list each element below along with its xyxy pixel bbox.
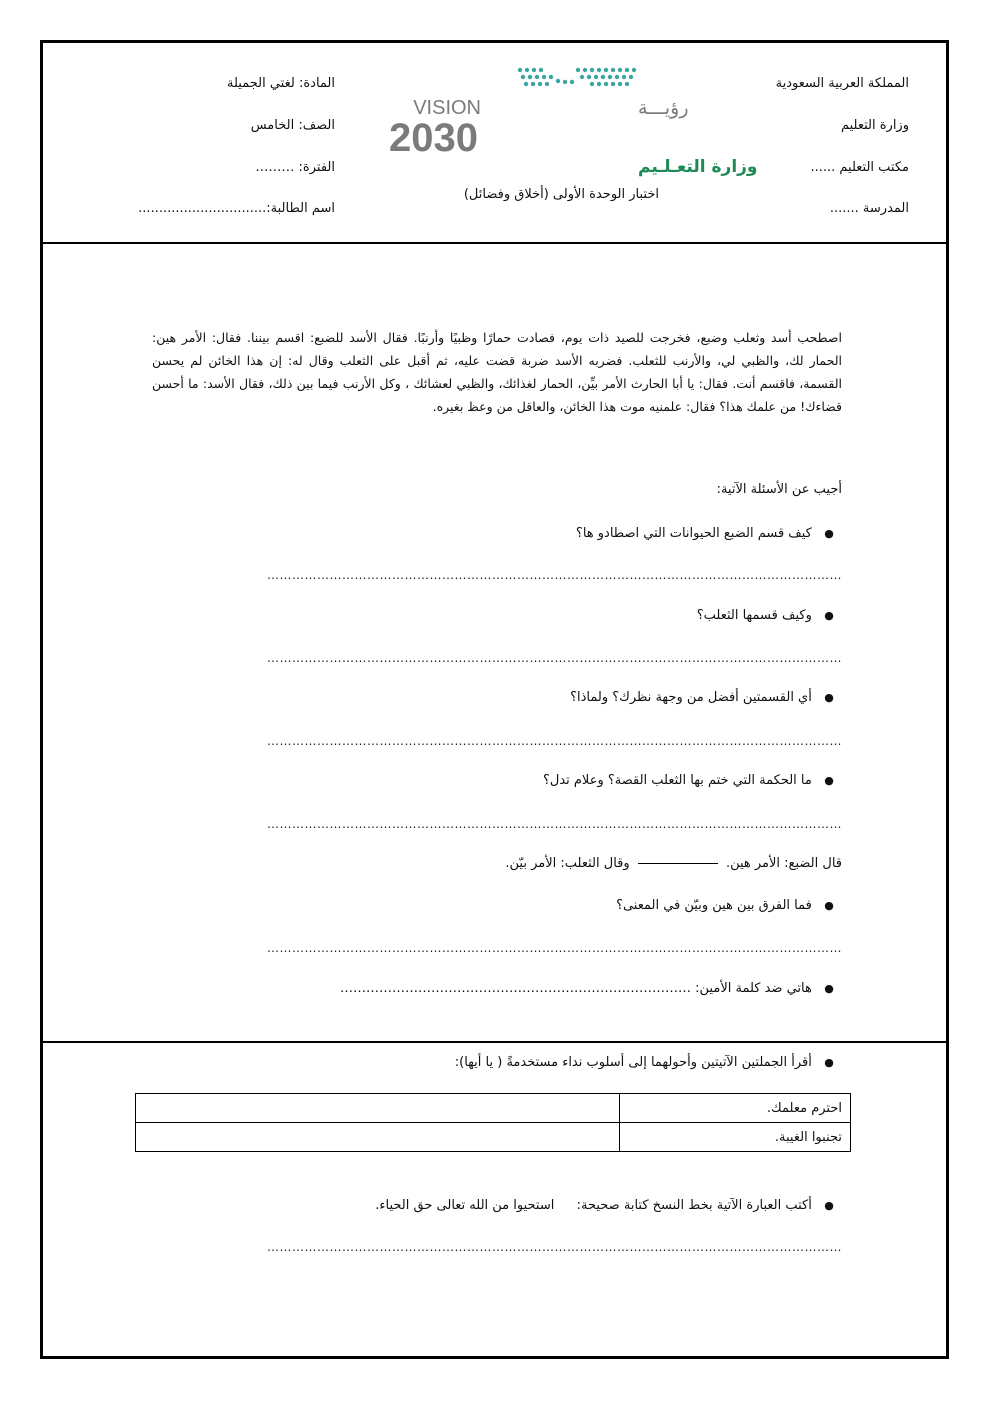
question-text: هاتي ضد كلمة الأمين: bbox=[695, 981, 812, 996]
svg-text:رؤيـــة: رؤيـــة bbox=[638, 97, 689, 119]
vocab-sentences bbox=[505, 856, 842, 871]
answer-line[interactable]: ………………………………………………………………………………………………………………………… bbox=[267, 1240, 842, 1254]
vocab-sentence-b: وقال الثعلب: الأمر بيّن. bbox=[505, 856, 630, 871]
question-text: أكتب العبارة الآتية بخط النسخ كتابة صحيحة: bbox=[576, 1198, 812, 1213]
answer-line[interactable]: ………………………………………………………………………………………………………………………… bbox=[267, 817, 842, 831]
bullet-icon: ● bbox=[824, 527, 834, 540]
question-item bbox=[543, 773, 842, 788]
vision-2030-logo bbox=[389, 64, 758, 179]
antonym-answer-line[interactable]: ……………………………………………………………………… bbox=[340, 981, 692, 996]
bullet-icon: ● bbox=[824, 899, 834, 912]
source-sentence: احترم معلمك. bbox=[620, 1094, 851, 1123]
question-item bbox=[340, 981, 842, 996]
period-field: الفترة: ……… bbox=[255, 160, 335, 175]
copy-phrase: استحيوا من الله تعالى حق الحياء. bbox=[375, 1198, 555, 1213]
answer-line[interactable]: ………………………………………………………………………………………………………………………… bbox=[267, 941, 842, 955]
questions-heading: أجيب عن الأسئلة الآتية: bbox=[716, 482, 842, 497]
bullet-icon: ● bbox=[824, 1199, 834, 1212]
kingdom-label: المملكة العربية السعودية bbox=[775, 76, 909, 91]
subject-label: المادة: لغتي الجميلة bbox=[227, 76, 335, 91]
question-text: أقرأ الجملتين الآتيتين وأحولهما إلى أسلوب نداء مستخدمةً ( يا أيها): bbox=[454, 1055, 812, 1070]
bullet-icon: ● bbox=[824, 1056, 834, 1069]
bullet-icon: ● bbox=[824, 609, 834, 622]
table-row bbox=[136, 1123, 851, 1152]
separator-line bbox=[638, 863, 718, 864]
question-text: كيف قسم الضبع الحيوانات التي اصطادو ها؟ bbox=[575, 526, 812, 541]
header-divider bbox=[40, 242, 949, 244]
svg-text:VISION: VISION bbox=[413, 97, 481, 119]
question-text: وكيف قسمها الثعلب؟ bbox=[696, 608, 812, 623]
exam-title: اختبار الوحدة الأولى (أخلاق وفضائل) bbox=[463, 187, 659, 202]
answer-line[interactable]: ………………………………………………………………………………………………………………………… bbox=[267, 568, 842, 582]
bullet-icon: ● bbox=[824, 982, 834, 995]
question-item bbox=[455, 1055, 842, 1070]
story-paragraph: اصطحب أسد وثعلب وضبع، فخرجت للصيد ذات يوم، فصادت حمارًا وظبيًا وأرنبًا. فقال الأسد للضبع: اقسم بيننا. فقال: الأمر هين: الحمار لك، والظبي لي، والأرنب للثعلب. فضربه الأسد ضربة قضت عليه، ثم أقبل على الثعلب وقال له: إن هذا الخائن لم يحسن القسمة، فاقسم أنت. فقال: يا أبا الحارث الأمر بيِّن، الحمار لغذائك، والظبي لعشائك ، وكل الأرنب فيما بين ذلك، فقال الأسد: ما أحسن قضاءك! من علمك هذا؟ فقال: علمنيه موت هذا الخائن، والعاقل من وعظ بغيره. bbox=[152, 330, 842, 414]
question-text: أي القسمتين أفضل من وجهة نظرك؟ ولماذا؟ bbox=[570, 690, 812, 705]
ministry-label: وزارة التعليم bbox=[840, 118, 909, 133]
question-item bbox=[616, 898, 842, 913]
answer-line[interactable]: ………………………………………………………………………………………………………………………… bbox=[267, 734, 842, 748]
conversion-table bbox=[135, 1093, 851, 1152]
vision-logo-icon bbox=[389, 64, 758, 179]
school-field: المدرسة ....... bbox=[829, 201, 909, 216]
svg-text:2030: 2030 bbox=[389, 116, 478, 160]
bullet-icon: ● bbox=[824, 691, 834, 704]
office-field: مكتب التعليم ...... bbox=[810, 160, 909, 175]
source-sentence: تجنبوا الغيبة. bbox=[620, 1123, 851, 1152]
question-text: ما الحكمة التي ختم بها الثعلب القصة؟ وعلام تدل؟ bbox=[542, 773, 812, 788]
grade-label: الصف: الخامس bbox=[250, 118, 335, 133]
answer-line[interactable]: ………………………………………………………………………………………………………………………… bbox=[267, 651, 842, 665]
svg-text:وزارة التعـلـيم: وزارة التعـلـيم bbox=[638, 157, 758, 177]
table-row bbox=[136, 1094, 851, 1123]
question-item bbox=[570, 690, 842, 705]
bullet-icon: ● bbox=[824, 774, 834, 787]
section-divider bbox=[40, 1041, 949, 1043]
vocab-sentence-a: قال الضبع: الأمر هين. bbox=[725, 856, 842, 871]
question-item bbox=[576, 526, 842, 541]
answer-cell[interactable] bbox=[136, 1123, 620, 1152]
question-item bbox=[375, 1198, 842, 1213]
student-name-field: اسم الطالبة:............................... bbox=[138, 201, 335, 216]
question-item bbox=[697, 608, 842, 623]
question-text: فما الفرق بين هين وبيّن في المعنى؟ bbox=[616, 898, 812, 913]
answer-cell[interactable] bbox=[136, 1094, 620, 1123]
